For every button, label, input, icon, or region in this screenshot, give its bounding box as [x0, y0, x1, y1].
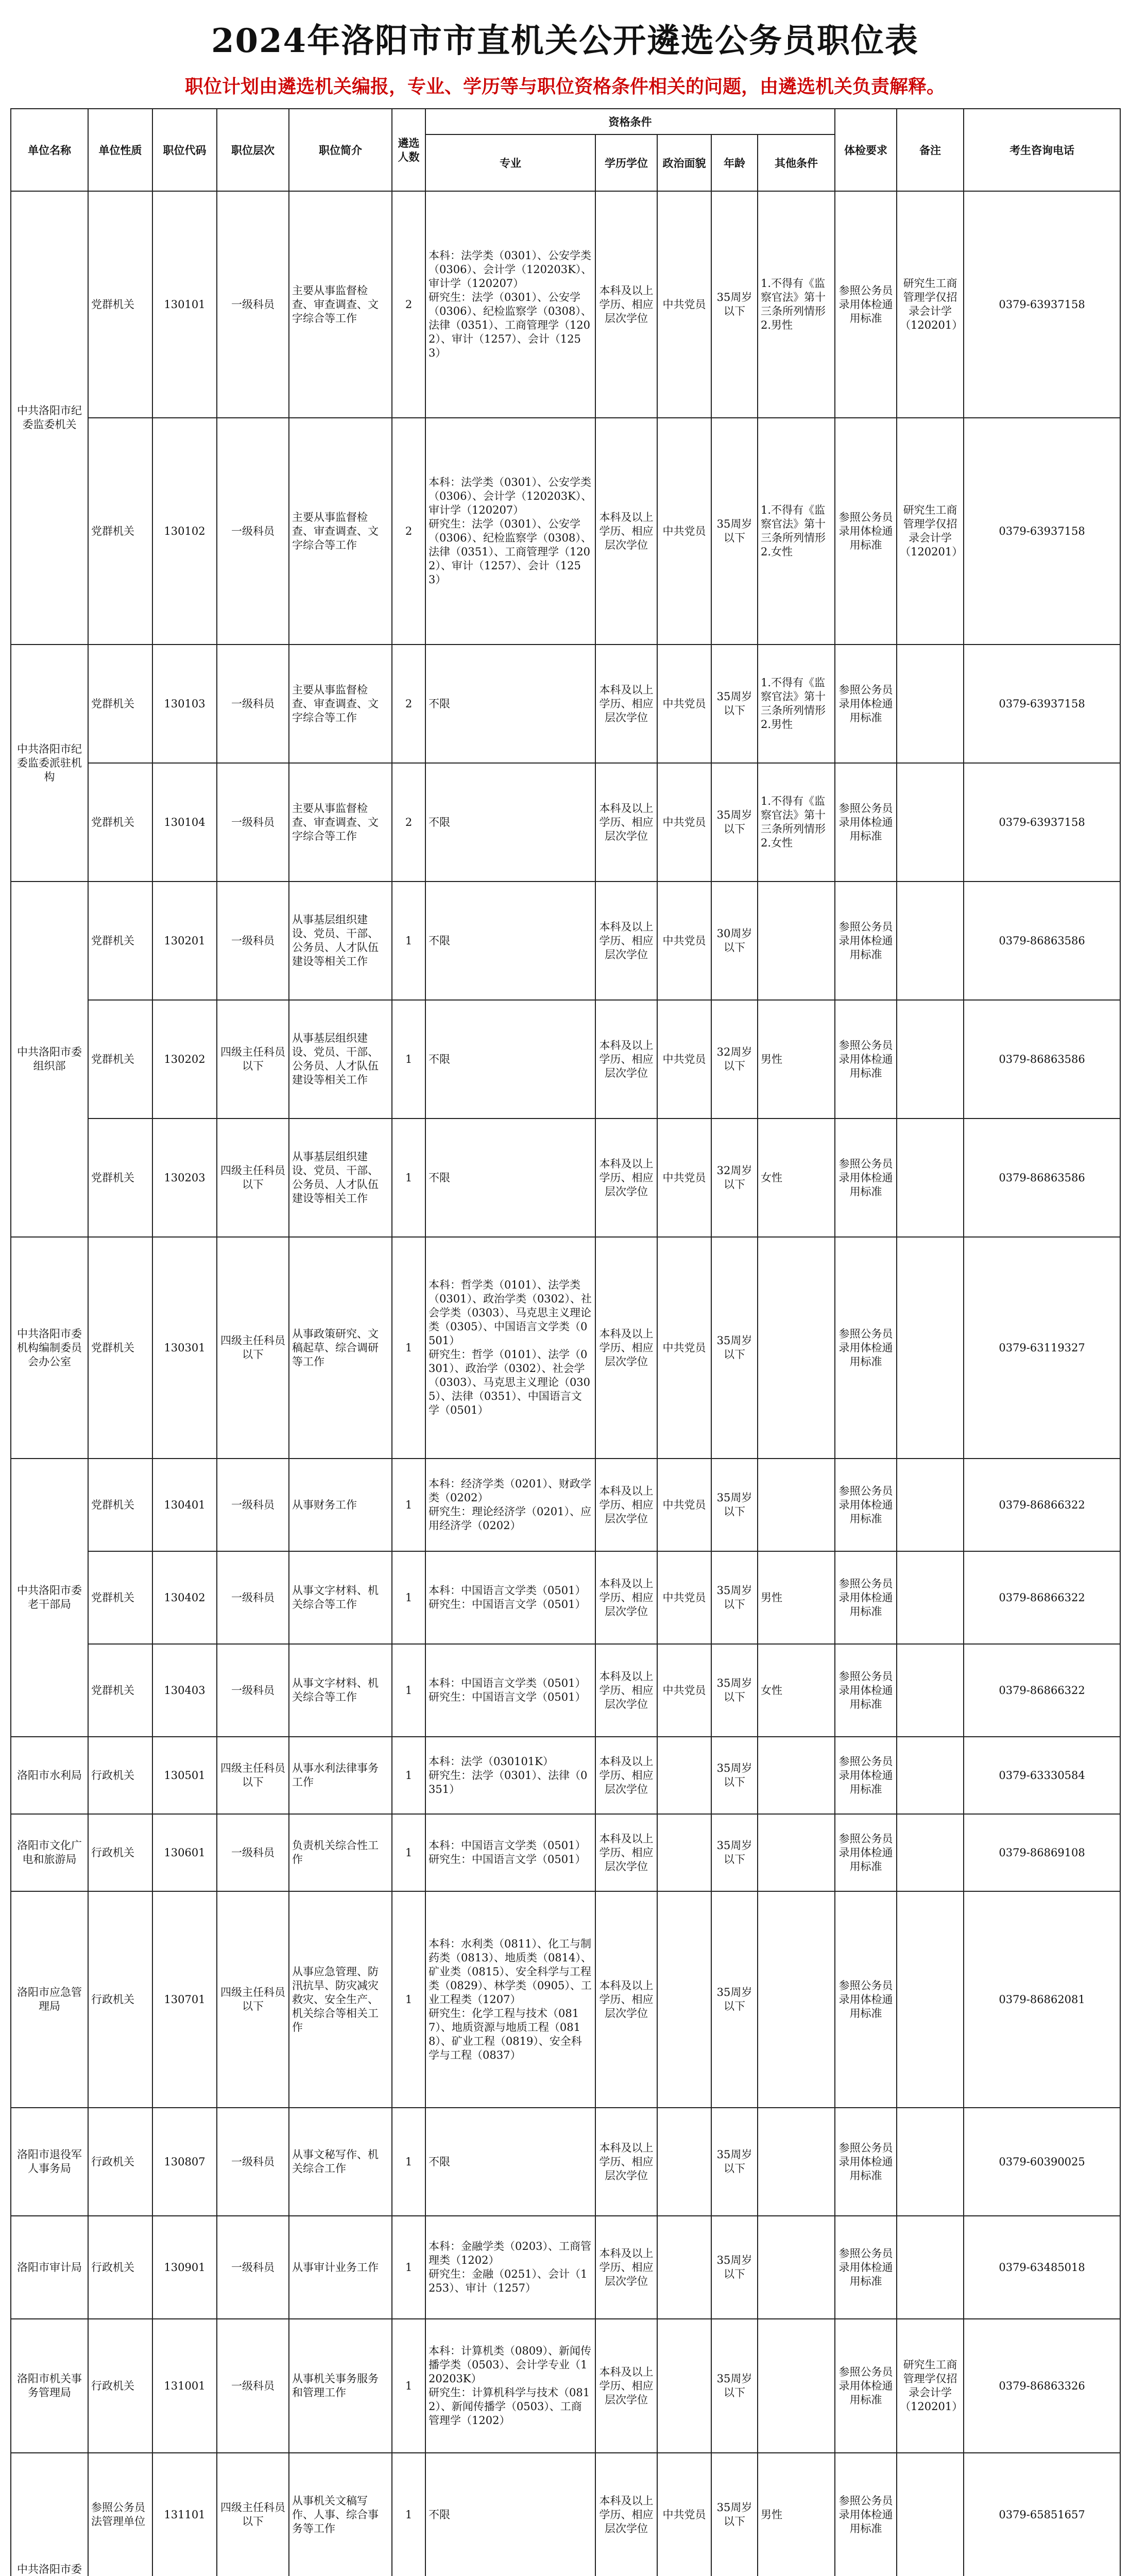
- position-level-cell: 一级科员: [217, 418, 289, 645]
- age-cell: 35周岁以下: [711, 1891, 758, 2108]
- major-cell: 本科：计算机类（0809）、新闻传播学类（0503）、会计学专业（120203K） 研究生：计算机科学与技术（0812）、新闻传播学（0503）、工商管理学（1202）: [425, 2319, 595, 2453]
- education-cell: 本科及以上学历、相应层次学位: [595, 418, 657, 645]
- age-cell: 35周岁以下: [711, 2216, 758, 2319]
- count-cell: 1: [392, 2216, 425, 2319]
- age-cell: 35周岁以下: [711, 2319, 758, 2453]
- remark-cell: 研究生工商管理学仅招录会计学（120201）: [897, 2319, 964, 2453]
- political-cell: 中共党员: [657, 191, 711, 418]
- phone-cell: 0379-86863586: [964, 882, 1120, 1000]
- phone-cell: 0379-65851657: [964, 2453, 1120, 2576]
- political-cell: 中共党员: [657, 1459, 711, 1551]
- unit-type-cell: 党群机关: [88, 191, 152, 418]
- remark-cell: [897, 1891, 964, 2108]
- position-desc-cell: 从事文秘写作、机关综合工作: [289, 2108, 392, 2216]
- physical-cell: 参照公务员录用体检通用标准: [835, 2108, 897, 2216]
- other-cell: [758, 1237, 835, 1459]
- table-row: [11, 1237, 1120, 1459]
- education-cell: 本科及以上学历、相应层次学位: [595, 1118, 657, 1237]
- physical-cell: 参照公务员录用体检通用标准: [835, 763, 897, 882]
- phone-cell: 0379-86866322: [964, 1644, 1120, 1737]
- table-row: [11, 2216, 1120, 2319]
- unit-name-cell: 中共洛阳市纪委监委派驻机构: [11, 645, 88, 882]
- position-desc-cell: 从事基层组织建设、党员、干部、公务员、人才队伍建设等相关工作: [289, 1118, 392, 1237]
- other-cell: 男性: [758, 2453, 835, 2576]
- position-desc-cell: 主要从事监督检查、审查调查、文字综合等工作: [289, 191, 392, 418]
- physical-cell: 参照公务员录用体检通用标准: [835, 418, 897, 645]
- position-desc-cell: 主要从事监督检查、审查调查、文字综合等工作: [289, 763, 392, 882]
- major-cell: 本科：金融学类（0203）、工商管理类（1202） 研究生：金融（0251）、会计（1253）、审计（1257）: [425, 2216, 595, 2319]
- political-cell: [657, 1737, 711, 1814]
- position-code-cell: 130901: [152, 2216, 217, 2319]
- other-cell: [758, 1814, 835, 1891]
- count-cell: 2: [392, 418, 425, 645]
- phone-cell: 0379-63330584: [964, 1737, 1120, 1814]
- education-cell: 本科及以上学历、相应层次学位: [595, 1459, 657, 1551]
- political-cell: 中共党员: [657, 882, 711, 1000]
- remark-cell: [897, 1118, 964, 1237]
- age-cell: 35周岁以下: [711, 191, 758, 418]
- major-cell: 本科：水利类（0811）、化工与制药类（0813）、地质类（0814）、矿业类（0815）、安全科学与工程类（0829）、林学类（0905）、工业工程类（1207） 研究生：化学工程与技术（0817）、地质资源与地质工程（0818）、矿业工程（0819）、安全科学与工程（0837）: [425, 1891, 595, 2108]
- table-row: [11, 1551, 1120, 1644]
- other-cell: [758, 1891, 835, 2108]
- unit-type-cell: 行政机关: [88, 1891, 152, 2108]
- unit-type-cell: 党群机关: [88, 1459, 152, 1551]
- header-position-level: 职位层次: [217, 109, 289, 191]
- major-cell: 本科：法学类（0301）、公安学类（0306）、会计学（120203K）、审计学（120207） 研究生：法学（0301）、公安学（0306）、纪检监察学（0308）、法律（0351）、工商管理学（1202）、审计（1257）、会计（1253）: [425, 418, 595, 645]
- political-cell: 中共党员: [657, 1118, 711, 1237]
- position-code-cell: 130403: [152, 1644, 217, 1737]
- unit-type-cell: 党群机关: [88, 645, 152, 763]
- table-row: [11, 2453, 1120, 2576]
- position-desc-cell: 从事政策研究、文稿起草、综合调研等工作: [289, 1237, 392, 1459]
- political-cell: [657, 2108, 711, 2216]
- position-level-cell: 四级主任科员以下: [217, 1118, 289, 1237]
- education-cell: 本科及以上学历、相应层次学位: [595, 2108, 657, 2216]
- physical-cell: 参照公务员录用体检通用标准: [835, 2319, 897, 2453]
- remark-cell: [897, 2453, 964, 2576]
- other-cell: [758, 882, 835, 1000]
- education-cell: 本科及以上学历、相应层次学位: [595, 1000, 657, 1118]
- age-cell: 35周岁以下: [711, 763, 758, 882]
- table-row: [11, 2319, 1120, 2453]
- major-cell: 不限: [425, 2108, 595, 2216]
- table-row: [11, 645, 1120, 763]
- count-cell: 1: [392, 2319, 425, 2453]
- education-cell: 本科及以上学历、相应层次学位: [595, 2453, 657, 2576]
- position-level-cell: 一级科员: [217, 2108, 289, 2216]
- unit-type-cell: 党群机关: [88, 882, 152, 1000]
- unit-type-cell: 党群机关: [88, 1551, 152, 1644]
- age-cell: 35周岁以下: [711, 1459, 758, 1551]
- position-code-cell: 130104: [152, 763, 217, 882]
- education-cell: 本科及以上学历、相应层次学位: [595, 1644, 657, 1737]
- header-remarks: 备注: [897, 109, 964, 191]
- other-cell: 1.不得有《监察官法》第十三条所列情形 2.女性: [758, 418, 835, 645]
- age-cell: 35周岁以下: [711, 2453, 758, 2576]
- unit-name-cell: 中共洛阳市委机构编制委员会办公室: [11, 1237, 88, 1459]
- count-cell: 1: [392, 2108, 425, 2216]
- remark-cell: [897, 1644, 964, 1737]
- political-cell: 中共党员: [657, 2453, 711, 2576]
- unit-type-cell: 行政机关: [88, 2216, 152, 2319]
- position-desc-cell: 从事水利法律事务工作: [289, 1737, 392, 1814]
- count-cell: 1: [392, 1000, 425, 1118]
- phone-cell: 0379-63937158: [964, 418, 1120, 645]
- position-level-cell: 一级科员: [217, 1644, 289, 1737]
- position-code-cell: 130203: [152, 1118, 217, 1237]
- position-level-cell: 一级科员: [217, 763, 289, 882]
- unit-type-cell: 参照公务员法管理单位: [88, 2453, 152, 2576]
- major-cell: 不限: [425, 1118, 595, 1237]
- phone-cell: 0379-86869108: [964, 1814, 1120, 1891]
- other-cell: 男性: [758, 1551, 835, 1644]
- position-level-cell: 一级科员: [217, 1459, 289, 1551]
- count-cell: 1: [392, 1891, 425, 2108]
- table-row: [11, 1000, 1120, 1118]
- position-code-cell: 130103: [152, 645, 217, 763]
- unit-type-cell: 行政机关: [88, 1814, 152, 1891]
- position-code-cell: 130301: [152, 1237, 217, 1459]
- header-age: 年龄: [711, 134, 758, 191]
- position-code-cell: 130807: [152, 2108, 217, 2216]
- table-row: [11, 1644, 1120, 1737]
- age-cell: 35周岁以下: [711, 418, 758, 645]
- header-major: 专业: [425, 134, 595, 191]
- position-desc-cell: 从事文字材料、机关综合等工作: [289, 1644, 392, 1737]
- physical-cell: 参照公务员录用体检通用标准: [835, 2216, 897, 2319]
- major-cell: 本科：法学类（0301）、公安学类（0306）、会计学（120203K）、审计学（120207） 研究生：法学（0301）、公安学（0306）、纪检监察学（0308）、法律（0351）、工商管理学（1202）、审计（1257）、会计（1253）: [425, 191, 595, 418]
- header-phone: 考生咨询电话: [964, 109, 1120, 191]
- phone-cell: 0379-63119327: [964, 1237, 1120, 1459]
- other-cell: [758, 2108, 835, 2216]
- position-code-cell: 130401: [152, 1459, 217, 1551]
- physical-cell: 参照公务员录用体检通用标准: [835, 1644, 897, 1737]
- count-cell: 1: [392, 1551, 425, 1644]
- political-cell: 中共党员: [657, 1237, 711, 1459]
- position-desc-cell: 主要从事监督检查、审查调查、文字综合等工作: [289, 418, 392, 645]
- unit-type-cell: 党群机关: [88, 1000, 152, 1118]
- age-cell: 35周岁以下: [711, 1644, 758, 1737]
- phone-cell: 0379-63937158: [964, 191, 1120, 418]
- unit-type-cell: 党群机关: [88, 1644, 152, 1737]
- position-level-cell: 一级科员: [217, 1551, 289, 1644]
- physical-cell: 参照公务员录用体检通用标准: [835, 645, 897, 763]
- other-cell: [758, 2319, 835, 2453]
- count-cell: 1: [392, 1237, 425, 1459]
- header-political: 政治面貌: [657, 134, 711, 191]
- education-cell: 本科及以上学历、相应层次学位: [595, 882, 657, 1000]
- count-cell: 1: [392, 1644, 425, 1737]
- position-desc-cell: 负责机关综合性工作: [289, 1814, 392, 1891]
- position-code-cell: 130601: [152, 1814, 217, 1891]
- unit-name-cell: 中共洛阳市委老干部局: [11, 1459, 88, 1737]
- phone-cell: 0379-86866322: [964, 1459, 1120, 1551]
- header-position-desc: 职位简介: [289, 109, 392, 191]
- remark-cell: [897, 763, 964, 882]
- table-row: [11, 763, 1120, 882]
- unit-name-cell: 中共洛阳市委组织部: [11, 882, 88, 1237]
- header-count: 遴选人数: [392, 109, 425, 191]
- education-cell: 本科及以上学历、相应层次学位: [595, 2216, 657, 2319]
- physical-cell: 参照公务员录用体检通用标准: [835, 1237, 897, 1459]
- remark-cell: [897, 1551, 964, 1644]
- remark-cell: [897, 2108, 964, 2216]
- education-cell: 本科及以上学历、相应层次学位: [595, 1237, 657, 1459]
- table-row: [11, 1459, 1120, 1551]
- major-cell: 本科：中国语言文学类（0501） 研究生：中国语言文学（0501）: [425, 1644, 595, 1737]
- political-cell: 中共党员: [657, 1000, 711, 1118]
- table-row: [11, 882, 1120, 1000]
- political-cell: [657, 2319, 711, 2453]
- phone-cell: 0379-60390025: [964, 2108, 1120, 2216]
- physical-cell: 参照公务员录用体检通用标准: [835, 191, 897, 418]
- other-cell: 女性: [758, 1644, 835, 1737]
- position-code-cell: 131001: [152, 2319, 217, 2453]
- phone-cell: 0379-86863586: [964, 1118, 1120, 1237]
- other-cell: 1.不得有《监察官法》第十三条所列情形 2.女性: [758, 763, 835, 882]
- other-cell: [758, 1459, 835, 1551]
- position-desc-cell: 从事机关文稿写作、人事、综合事务等工作: [289, 2453, 392, 2576]
- position-level-cell: 四级主任科员以下: [217, 1000, 289, 1118]
- remark-cell: [897, 1737, 964, 1814]
- physical-cell: 参照公务员录用体检通用标准: [835, 1118, 897, 1237]
- age-cell: 35周岁以下: [711, 1237, 758, 1459]
- remark-cell: [897, 2216, 964, 2319]
- education-cell: 本科及以上学历、相应层次学位: [595, 1814, 657, 1891]
- major-cell: 不限: [425, 2453, 595, 2576]
- physical-cell: 参照公务员录用体检通用标准: [835, 1814, 897, 1891]
- count-cell: 1: [392, 1814, 425, 1891]
- position-level-cell: 四级主任科员以下: [217, 2453, 289, 2576]
- position-code-cell: 130101: [152, 191, 217, 418]
- table-body: [11, 191, 1120, 2576]
- table-row: [11, 418, 1120, 645]
- count-cell: 1: [392, 1118, 425, 1237]
- age-cell: 30周岁以下: [711, 882, 758, 1000]
- political-cell: [657, 1891, 711, 2108]
- other-cell: 1.不得有《监察官法》第十三条所列情形 2.男性: [758, 645, 835, 763]
- position-desc-cell: 从事基层组织建设、党员、干部、公务员、人才队伍建设等相关工作: [289, 1000, 392, 1118]
- major-cell: 不限: [425, 1000, 595, 1118]
- header-unit-type: 单位性质: [88, 109, 152, 191]
- table-row: [11, 1891, 1120, 2108]
- education-cell: 本科及以上学历、相应层次学位: [595, 1737, 657, 1814]
- unit-type-cell: 党群机关: [88, 763, 152, 882]
- unit-name-cell: 洛阳市应急管理局: [11, 1891, 88, 2108]
- unit-type-cell: 行政机关: [88, 1737, 152, 1814]
- political-cell: [657, 1814, 711, 1891]
- major-cell: 本科：中国语言文学类（0501） 研究生：中国语言文学（0501）: [425, 1814, 595, 1891]
- education-cell: 本科及以上学历、相应层次学位: [595, 763, 657, 882]
- major-cell: 本科：法学（030101K） 研究生：法学（0301）、法律（0351）: [425, 1737, 595, 1814]
- header-row-1: [11, 109, 1120, 134]
- unit-type-cell: 党群机关: [88, 418, 152, 645]
- count-cell: 1: [392, 882, 425, 1000]
- table-row: [11, 1737, 1120, 1814]
- education-cell: 本科及以上学历、相应层次学位: [595, 2319, 657, 2453]
- header-position-code: 职位代码: [152, 109, 217, 191]
- position-level-cell: 四级主任科员以下: [217, 1737, 289, 1814]
- count-cell: 1: [392, 1459, 425, 1551]
- other-cell: [758, 2216, 835, 2319]
- remark-cell: [897, 645, 964, 763]
- position-code-cell: 130102: [152, 418, 217, 645]
- page-title: 2024年洛阳市市直机关公开遴选公务员职位表: [211, 22, 919, 60]
- unit-type-cell: 党群机关: [88, 1118, 152, 1237]
- unit-name-cell: 洛阳市水利局: [11, 1737, 88, 1814]
- unit-name-cell: 中共洛阳市纪委监委机关: [11, 191, 88, 645]
- position-desc-cell: 从事文字材料、机关综合等工作: [289, 1551, 392, 1644]
- position-level-cell: 一级科员: [217, 882, 289, 1000]
- header-other: 其他条件: [758, 134, 835, 191]
- position-level-cell: 一级科员: [217, 645, 289, 763]
- major-cell: 本科：经济学类（0201）、财政学类（0202） 研究生：理论经济学（0201）、应用经济学（0202）: [425, 1459, 595, 1551]
- unit-name-cell: 洛阳市机关事务管理局: [11, 2319, 88, 2453]
- phone-cell: 0379-86863586: [964, 1000, 1120, 1118]
- count-cell: 1: [392, 2453, 425, 2576]
- phone-cell: 0379-86863326: [964, 2319, 1120, 2453]
- political-cell: 中共党员: [657, 1644, 711, 1737]
- positions-table: [10, 108, 1121, 2576]
- major-cell: 不限: [425, 645, 595, 763]
- position-level-cell: 四级主任科员以下: [217, 1237, 289, 1459]
- position-desc-cell: 从事应急管理、防汛抗旱、防灾减灾救灾、安全生产、机关综合等相关工作: [289, 1891, 392, 2108]
- unit-type-cell: 行政机关: [88, 2108, 152, 2216]
- phone-cell: 0379-63485018: [964, 2216, 1120, 2319]
- table-row: [11, 2108, 1120, 2216]
- age-cell: 35周岁以下: [711, 2108, 758, 2216]
- physical-cell: 参照公务员录用体检通用标准: [835, 1737, 897, 1814]
- table-row: [11, 1814, 1120, 1891]
- major-cell: 不限: [425, 763, 595, 882]
- position-desc-cell: 从事基层组织建设、党员、干部、公务员、人才队伍建设等相关工作: [289, 882, 392, 1000]
- page-subtitle: 职位计划由遴选机关编报，专业、学历等与职位资格条件相关的问题，由遴选机关负责解释。: [184, 76, 945, 97]
- age-cell: 35周岁以下: [711, 1814, 758, 1891]
- education-cell: 本科及以上学历、相应层次学位: [595, 191, 657, 418]
- major-cell: 本科：哲学类（0101）、法学类（0301）、政治学类（0302）、社会学类（0303）、马克思主义理论类（0305）、中国语言文学类（0501） 研究生：哲学（0101）、法学（0301）、政治学（0302）、社会学（0303）、马克思主义理论（0305）、法律（0351）、中国语言文学（0501）: [425, 1237, 595, 1459]
- remark-cell: [897, 1000, 964, 1118]
- physical-cell: 参照公务员录用体检通用标准: [835, 882, 897, 1000]
- count-cell: 2: [392, 191, 425, 418]
- position-level-cell: 一级科员: [217, 191, 289, 418]
- count-cell: 2: [392, 645, 425, 763]
- phone-cell: 0379-86862081: [964, 1891, 1120, 2108]
- position-level-cell: 一级科员: [217, 2319, 289, 2453]
- education-cell: 本科及以上学历、相应层次学位: [595, 1551, 657, 1644]
- unit-type-cell: 党群机关: [88, 1237, 152, 1459]
- other-cell: 男性: [758, 1000, 835, 1118]
- other-cell: 1.不得有《监察官法》第十三条所列情形 2.男性: [758, 191, 835, 418]
- physical-cell: 参照公务员录用体检通用标准: [835, 1551, 897, 1644]
- header-qualifications: 资格条件: [425, 109, 835, 134]
- political-cell: 中共党员: [657, 418, 711, 645]
- major-cell: 本科：中国语言文学类（0501） 研究生：中国语言文学（0501）: [425, 1551, 595, 1644]
- age-cell: 35周岁以下: [711, 1551, 758, 1644]
- unit-name-cell: 洛阳市退役军人事务局: [11, 2108, 88, 2216]
- other-cell: [758, 1737, 835, 1814]
- position-desc-cell: 主要从事监督检查、审查调查、文字综合等工作: [289, 645, 392, 763]
- position-desc-cell: 从事机关事务服务和管理工作: [289, 2319, 392, 2453]
- phone-cell: 0379-63937158: [964, 645, 1120, 763]
- position-desc-cell: 从事审计业务工作: [289, 2216, 392, 2319]
- age-cell: 32周岁以下: [711, 1000, 758, 1118]
- education-cell: 本科及以上学历、相应层次学位: [595, 645, 657, 763]
- count-cell: 2: [392, 763, 425, 882]
- unit-name-cell: 洛阳市文化广电和旅游局: [11, 1814, 88, 1891]
- remark-cell: [897, 882, 964, 1000]
- political-cell: 中共党员: [657, 763, 711, 882]
- unit-type-cell: 行政机关: [88, 2319, 152, 2453]
- table-row: [11, 1118, 1120, 1237]
- count-cell: 1: [392, 1737, 425, 1814]
- remark-cell: 研究生工商管理学仅招录会计学（120201）: [897, 418, 964, 645]
- remark-cell: 研究生工商管理学仅招录会计学（120201）: [897, 191, 964, 418]
- position-level-cell: 一级科员: [217, 1814, 289, 1891]
- physical-cell: 参照公务员录用体检通用标准: [835, 1459, 897, 1551]
- table-row: [11, 191, 1120, 418]
- age-cell: 35周岁以下: [711, 645, 758, 763]
- unit-name-cell: 洛阳市审计局: [11, 2216, 88, 2319]
- header-physical: 体检要求: [835, 109, 897, 191]
- other-cell: 女性: [758, 1118, 835, 1237]
- physical-cell: 参照公务员录用体检通用标准: [835, 1000, 897, 1118]
- position-desc-cell: 从事财务工作: [289, 1459, 392, 1551]
- position-code-cell: 131101: [152, 2453, 217, 2576]
- remark-cell: [897, 1459, 964, 1551]
- age-cell: 32周岁以下: [711, 1118, 758, 1237]
- phone-cell: 0379-63937158: [964, 763, 1120, 882]
- physical-cell: 参照公务员录用体检通用标准: [835, 2453, 897, 2576]
- position-code-cell: 130501: [152, 1737, 217, 1814]
- age-cell: 35周岁以下: [711, 1737, 758, 1814]
- position-level-cell: 四级主任科员以下: [217, 1891, 289, 2108]
- position-code-cell: 130202: [152, 1000, 217, 1118]
- position-code-cell: 130701: [152, 1891, 217, 2108]
- political-cell: 中共党员: [657, 1551, 711, 1644]
- education-cell: 本科及以上学历、相应层次学位: [595, 1891, 657, 2108]
- remark-cell: [897, 1814, 964, 1891]
- unit-name-cell: 中共洛阳市委: [11, 2453, 88, 2576]
- phone-cell: 0379-86866322: [964, 1551, 1120, 1644]
- position-code-cell: 130402: [152, 1551, 217, 1644]
- position-level-cell: 一级科员: [217, 2216, 289, 2319]
- position-code-cell: 130201: [152, 882, 217, 1000]
- political-cell: 中共党员: [657, 645, 711, 763]
- political-cell: [657, 2216, 711, 2319]
- major-cell: 不限: [425, 882, 595, 1000]
- physical-cell: 参照公务员录用体检通用标准: [835, 1891, 897, 2108]
- header-education: 学历学位: [595, 134, 657, 191]
- header-unit-name: 单位名称: [11, 109, 88, 191]
- remark-cell: [897, 1237, 964, 1459]
